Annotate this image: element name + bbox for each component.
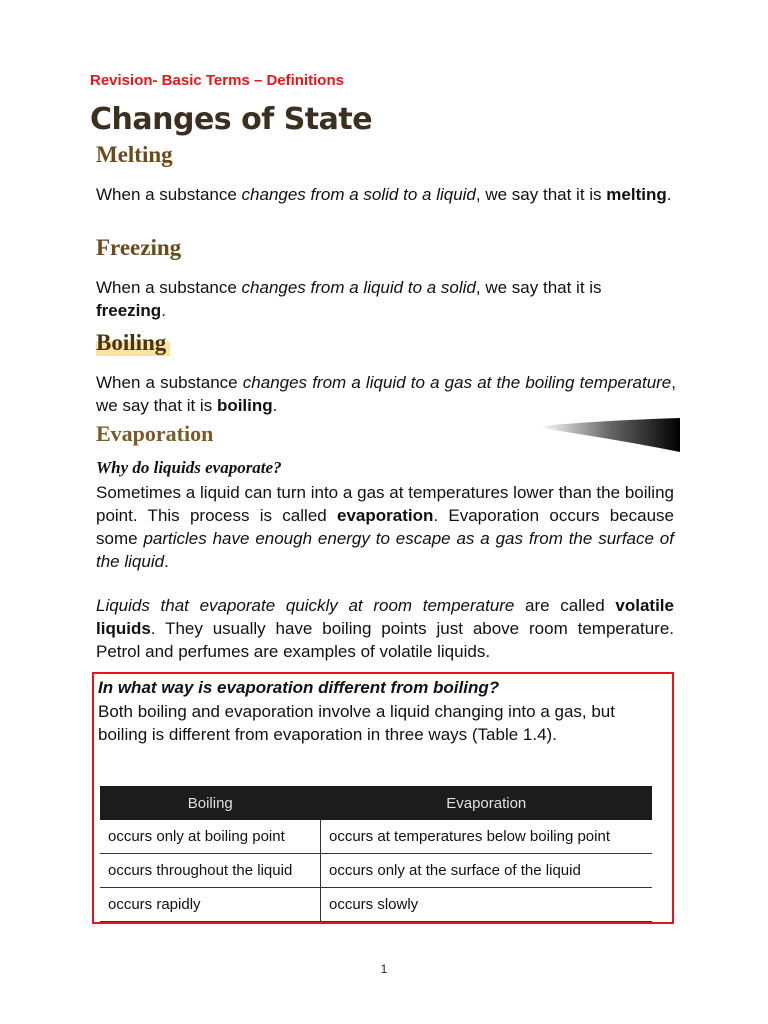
evaporation-question: Why do liquids evaporate? [96,458,282,477]
freezing-definition: When a substance changes from a liquid to a solid, we say that it is freezing. [96,278,602,320]
table-header-row [100,786,652,820]
table-row [100,854,652,888]
freezing-heading: Freezing [96,235,182,260]
evaporation-explanation: Sometimes a liquid can turn into a gas at temperatures lower than the boiling point. This process is called evaporation. Evaporation occurs because some particles have enough energy to escape as a gas from the surface of the liquid. [96,483,675,571]
melting-heading: Melting [96,142,173,167]
revision-header: Revision- Basic Terms – Definitions [90,72,344,89]
box-question: In what way is evaporation different from boiling? [98,678,500,697]
table-cell: occurs throughout the liquid [100,854,321,888]
table-row [100,820,652,854]
boiling-heading: Boiling [96,330,170,356]
page-title: Changes of State [90,102,373,137]
table-cell: occurs slowly [321,888,653,922]
evaporation-heading: Evaporation [96,421,214,446]
table-header-boiling: Boiling [100,786,321,820]
decorative-swoosh [540,418,680,452]
volatile-liquids-paragraph: Liquids that evaporate quickly at room temperature are called volatile liquids. They usually have boiling points just above room temperature. Petrol and perfumes are examples of volatile liquids. [96,596,674,661]
table-cell: occurs rapidly [100,888,321,922]
table-cell: occurs only at boiling point [100,820,321,854]
boiling-definition: When a substance changes from a liquid to a gas at the boiling temperature, we say that it is boiling. [96,373,676,415]
table-row [100,888,652,922]
page-number: 1 [380,962,388,976]
comparison-table [100,786,652,922]
table-header-evaporation: Evaporation [321,786,653,820]
table-cell: occurs at temperatures below boiling point [321,820,653,854]
melting-definition: When a substance changes from a solid to a liquid, we say that it is melting. [96,185,672,204]
table-cell: occurs only at the surface of the liquid [321,854,653,888]
box-text: Both boiling and evaporation involve a liquid changing into a gas, but boiling is different from evaporation in three ways (Table 1.4). [98,702,615,744]
